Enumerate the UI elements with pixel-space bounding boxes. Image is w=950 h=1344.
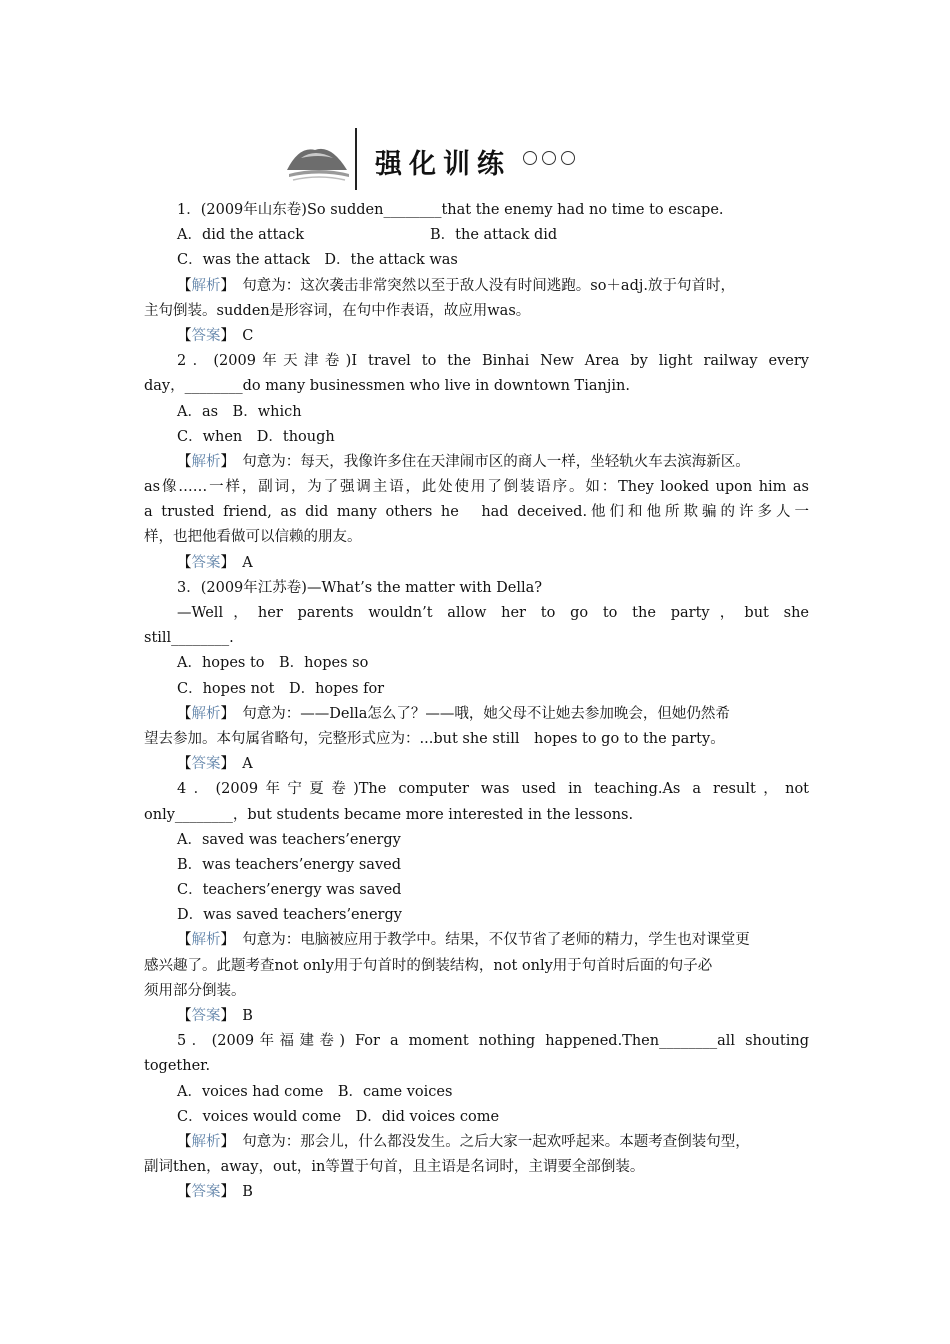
q1-options-row1 — [144, 223, 809, 248]
q4-analysis-line: 须用部分倒装。 — [144, 982, 246, 999]
analysis-label: 解析 — [191, 932, 221, 949]
answer-label: 答案 — [191, 327, 221, 344]
analysis-label: 解析 — [191, 1133, 221, 1150]
q3-analysis-line: 望去参加。本句属省略句，完整形式应为：...but she still hopes to go to the party。 — [144, 730, 725, 747]
exercise-content — [144, 198, 809, 1206]
circle-icon — [542, 151, 556, 165]
mountain-logo-icon — [285, 136, 351, 184]
q2-analysis-line: a trusted friend, as did many others he had deceived.他们和他所欺骗的许多人一 — [144, 504, 809, 521]
q4-answer-value: B — [242, 1008, 253, 1024]
q4-stem: only________，but students became more interested in the lessons. — [144, 806, 634, 823]
q1-stem: 1．(2009年山东卷)So sudden________that the enemy had no time to escape. — [177, 202, 724, 218]
q4-analysis-text: 句意为：电脑被应用于教学中。结果，不仅节省了老师的精力，学生也对课堂更 — [242, 932, 750, 949]
q3-stem: 3．(2009年江苏卷)—What’s the matter with Della? — [177, 579, 543, 596]
q4-option-c: C．teachers’energy was saved — [177, 882, 402, 899]
q2-answer: 【答案】 A — [177, 554, 253, 571]
answer-label: 答案 — [191, 1184, 221, 1201]
q5-answer-value: B — [242, 1184, 253, 1201]
q1-answer-value: C — [242, 327, 254, 344]
q3-answer-value: A — [242, 756, 253, 773]
q4-stem: 4．(2009年宁夏卷)The computer was used in teaching.As a result，not — [177, 781, 809, 798]
q3-analysis-line: 【解析】 句意为：——Della怎么了？——哦，她父母不让她去参加晚会，但她仍然希 — [177, 705, 730, 722]
q1-analysis-line: 【解析】 句意为：这次袭击非常突然以至于敌人没有时间逃跑。so＋adj.放于句首时， — [177, 277, 735, 294]
q1-option-c: C．was the attack — [177, 252, 310, 269]
q2-answer-value: A — [242, 554, 253, 571]
q5-analysis-line: 【解析】 句意为：那会儿，什么都没发生。之后大家一起欢呼起来。本题考查倒装句型， — [177, 1133, 750, 1150]
q5-analysis-line: 副词then，away，out，in等置于句首，且主语是名词时，主谓要全部倒装。 — [144, 1159, 645, 1176]
q3-options: A．hopes to B．hopes so — [177, 655, 369, 672]
q3-stem: —Well，her parents wouldn’t allow her to go to the party，but she — [177, 605, 809, 621]
q2-options: A．as B．which — [177, 403, 302, 420]
q3-analysis-text: 句意为：——Della怎么了？——哦，她父母不让她去参加晚会，但她仍然希 — [242, 705, 730, 722]
q5-options: A．voices had come B．came voices — [177, 1083, 453, 1100]
q3-stem: still________. — [144, 630, 234, 647]
q5-analysis-text: 句意为：那会儿，什么都没发生。之后大家一起欢呼起来。本题考查倒装句型， — [242, 1133, 750, 1150]
q2-analysis-line: 样，也把他看做可以信赖的朋友。 — [144, 529, 362, 546]
q2-analysis-line: as像……一样，副词，为了强调主语，此处使用了倒装语序。如：They looked upon him as — [144, 479, 809, 496]
circle-icon — [523, 151, 537, 165]
page-title: 强化训练 — [375, 149, 511, 180]
circle-icon — [561, 151, 575, 165]
header-circles — [523, 150, 580, 169]
q4-option-a: A．saved was teachers’energy — [177, 831, 401, 848]
answer-label: 答案 — [191, 1008, 221, 1024]
header-divider — [355, 128, 357, 190]
q2-stem: 2．(2009年天津卷)I travel to the Binhai New Area by light railway every — [177, 353, 809, 370]
q4-option-b: B．was teachers’energy saved — [177, 856, 401, 873]
q4-answer: 【答案】 B — [177, 1008, 253, 1024]
q5-options: C．voices would come D．did voices come — [177, 1108, 500, 1125]
answer-label: 答案 — [191, 756, 221, 773]
analysis-label: 解析 — [191, 277, 221, 294]
q1-analysis-text: 句意为：这次袭击非常突然以至于敌人没有时间逃跑。so＋adj.放于句首时， — [242, 277, 735, 294]
q1-options-row2 — [144, 248, 809, 273]
q1-option-a: A．did the attack — [177, 227, 304, 244]
q3-options: C．hopes not D．hopes for — [177, 680, 385, 697]
q3-answer: 【答案】 A — [177, 756, 253, 773]
q2-options: C．when D．though — [177, 428, 335, 445]
q4-analysis-line: 感兴趣了。此题考查not only用于句首时的倒装结构，not only用于句首时后面的句子必 — [144, 957, 713, 974]
q1-answer: 【答案】 C — [177, 327, 254, 344]
analysis-label: 解析 — [191, 453, 221, 470]
q2-analysis-line: 【解析】 句意为：每天，我像许多住在天津闹市区的商人一样，坐轻轨火车去滨海新区。 — [177, 453, 750, 470]
q2-analysis-text: 句意为：每天，我像许多住在天津闹市区的商人一样，坐轻轨火车去滨海新区。 — [242, 453, 750, 470]
q5-answer: 【答案】 B — [177, 1184, 253, 1201]
q2-stem: day，________do many businessmen who live in downtown Tianjin. — [144, 378, 630, 395]
analysis-label: 解析 — [191, 705, 221, 722]
q1-option-d: D．the attack was — [324, 252, 458, 269]
answer-label: 答案 — [191, 554, 221, 571]
q4-analysis-line: 【解析】 句意为：电脑被应用于教学中。结果，不仅节省了老师的精力，学生也对课堂更 — [177, 932, 750, 949]
q1-option-b: B．the attack did — [430, 227, 558, 244]
q4-option-d: D．was saved teachers’energy — [177, 907, 402, 924]
q5-stem: 5．(2009年福建卷) For a moment nothing happened.Then________all shouting — [177, 1033, 809, 1050]
q5-stem: together. — [144, 1058, 211, 1075]
q1-analysis-line: 主句倒装。sudden是形容词，在句中作表语，故应用was。 — [144, 302, 531, 319]
